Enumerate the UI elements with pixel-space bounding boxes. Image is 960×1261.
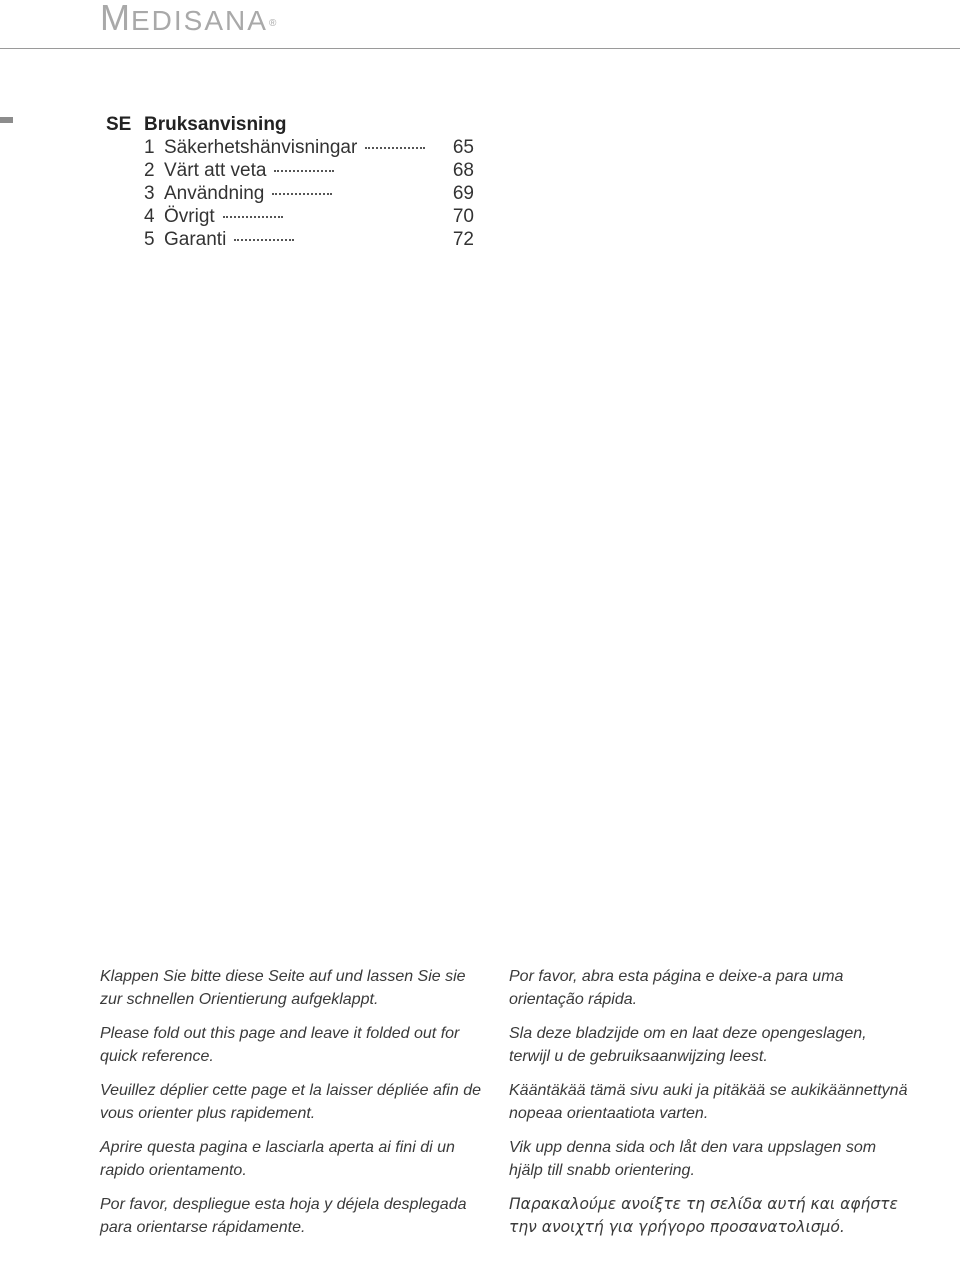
toc-item-label: Användning [164,183,265,204]
fold-note-de: Klappen Sie bitte diese Seite auf und lassen Sie sie zur schnellen Orientierung aufgeklappt. [100,968,466,1008]
brand-initial: M [100,0,131,38]
toc-item-page: 68 [452,160,474,181]
registered-mark: ® [268,18,278,29]
toc-item-page: 72 [452,229,474,250]
fold-note-pt: Por favor, abra esta página e deixe-a para uma orientação rápida. [509,968,844,1008]
toc-item-label: Säkerhetshänvisningar [164,137,358,158]
brand-logo [100,0,277,39]
toc-item-page: 70 [452,206,474,227]
toc-list [144,136,474,251]
fold-note-sv: Vik upp denna sida och låt den vara uppslagen som hjälp till snabb orientering. [509,1139,877,1179]
toc-leader-dots [223,215,283,218]
fold-note-el: Παρακαλούμε ανοίξτε τη σελίδα αυτή και αφήστε την ανοιχτή για γρήγορο προσανατολισμό. [509,1195,898,1236]
toc-item-number: 1 [144,137,155,158]
toc-item-label: Värt att veta [164,160,267,181]
brand-rest: EDISANA [131,5,268,36]
toc-item-page: 69 [452,183,474,204]
toc-leader-dots [365,146,425,149]
toc-item-label: Övrigt [164,206,215,227]
toc-leader-dots [274,169,334,172]
fold-note-en: Please fold out this page and leave it folded out for quick reference. [100,1025,460,1065]
toc-item-number: 2 [144,160,155,181]
toc-item-page: 65 [452,137,474,158]
language-code: SE [106,114,132,135]
fold-note-it: Aprire questa pagina e lasciarla aperta ai fini di un rapido orientamento. [100,1139,455,1179]
toc-heading [106,113,474,136]
toc-item-label: Garanti [164,229,227,250]
fold-notes-right-column [509,965,909,1250]
fold-note-fr: Veuillez déplier cette page et la laisser dépliée afin de vous orienter plus rapidement. [100,1082,481,1122]
toc-title: Bruksanvisning [144,114,287,135]
toc-item[interactable] [144,228,474,251]
toc-leader-dots [272,192,332,195]
toc-item[interactable] [144,159,474,182]
toc-item[interactable] [144,205,474,228]
fold-notes-left-column [100,965,485,1250]
fold-note-es: Por favor, despliegue esta hoja y déjela desplegada para orientarse rápidamente. [100,1196,467,1236]
fold-note-nl: Sla deze bladzijde om en laat deze opengeslagen, terwijl u de gebruiksaanwijzing leest. [509,1025,867,1065]
toc-item-number: 3 [144,183,155,204]
fold-mark [0,117,13,123]
fold-note-fi: Kääntäkää tämä sivu auki ja pitäkää se aukikäännettynä nopeaa orientaatiota varten. [509,1082,908,1122]
table-of-contents [106,113,474,251]
toc-item-number: 4 [144,206,155,227]
toc-item[interactable] [144,182,474,205]
toc-leader-dots [234,238,294,241]
toc-item-number: 5 [144,229,155,250]
header-divider [0,48,960,49]
toc-item[interactable] [144,136,474,159]
